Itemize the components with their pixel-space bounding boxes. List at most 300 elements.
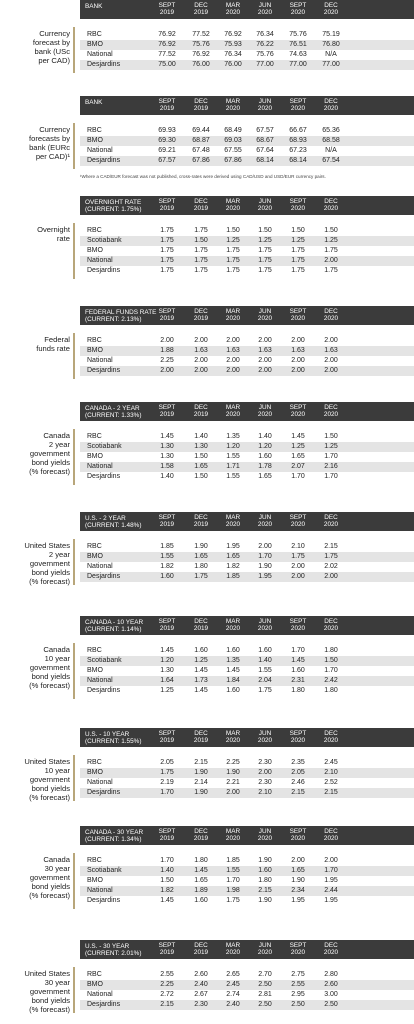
column-month: DEC <box>194 514 208 521</box>
forecast-value: 1.63 <box>291 347 305 354</box>
section-label-line: government <box>29 449 70 458</box>
column-year: 2020 <box>323 9 339 16</box>
forecast-value: 2.60 <box>194 971 208 978</box>
forecast-value: 67.23 <box>289 147 307 154</box>
section-label-line: government <box>29 663 70 672</box>
forecast-value: 2.42 <box>324 677 338 684</box>
forecast-value: 2.00 <box>258 357 272 364</box>
forecast-value: 76.92 <box>192 51 210 58</box>
table-row <box>80 266 414 276</box>
forecast-value: 2.16 <box>324 463 338 470</box>
section-label-line: 10 year <box>44 766 70 775</box>
forecast-value: 2.00 <box>258 769 272 776</box>
forecast-value: 1.30 <box>160 453 174 460</box>
column-header <box>150 942 184 956</box>
table-header <box>80 402 414 421</box>
column-header <box>184 404 218 418</box>
forecast-value: 2.55 <box>291 981 305 988</box>
column-year: 2020 <box>225 949 241 956</box>
forecast-value: 2.00 <box>324 257 338 264</box>
forecast-value: 76.80 <box>322 41 340 48</box>
forecast-value: 68.14 <box>289 157 307 164</box>
column-header <box>150 404 184 418</box>
column-header <box>150 514 184 528</box>
forecast-value: 65.36 <box>322 127 340 134</box>
bank-name: RBC <box>87 647 102 654</box>
section-divider <box>73 539 75 585</box>
column-header <box>314 828 348 842</box>
forecast-value: 2.10 <box>258 789 272 796</box>
forecast-value: 1.40 <box>160 473 174 480</box>
forecast-value: 1.35 <box>226 657 240 664</box>
forecast-value: 68.67 <box>256 137 274 144</box>
forecast-value: 1.45 <box>160 897 174 904</box>
table-row <box>80 572 414 582</box>
forecast-value: 2.21 <box>226 779 240 786</box>
bank-name: BMO <box>87 137 103 144</box>
table-row <box>80 856 414 866</box>
column-header <box>216 98 250 112</box>
forecast-value: 1.65 <box>291 453 305 460</box>
forecast-value: 1.75 <box>194 573 208 580</box>
bank-name: RBC <box>87 543 102 550</box>
forecast-value: 2.00 <box>160 367 174 374</box>
column-year: 2020 <box>225 105 241 112</box>
forecast-section <box>0 306 414 379</box>
section-label-line: 2 year <box>48 440 70 449</box>
forecast-value: 2.30 <box>258 759 272 766</box>
forecast-value: 1.45 <box>160 433 174 440</box>
bank-name: Desjardins <box>87 897 121 904</box>
forecast-value: 1.50 <box>291 227 305 234</box>
section-label-line: bank (USc <box>34 47 70 56</box>
forecast-value: 1.55 <box>226 473 240 480</box>
forecast-section <box>0 0 414 73</box>
column-month: DEC <box>324 514 338 521</box>
forecast-value: 2.04 <box>258 677 272 684</box>
forecast-value: 1.75 <box>324 267 338 274</box>
column-header <box>248 2 282 16</box>
forecast-value: 2.35 <box>291 759 305 766</box>
section-label-line: United States <box>24 757 70 766</box>
column-year: 2020 <box>257 521 273 528</box>
section-label-line: Currency <box>39 29 70 38</box>
forecast-value: 1.75 <box>324 553 338 560</box>
column-header <box>314 98 348 112</box>
column-year: 2020 <box>257 737 273 744</box>
forecast-value: 2.70 <box>258 971 272 978</box>
forecast-value: 1.58 <box>160 463 174 470</box>
forecast-value: 1.50 <box>324 657 338 664</box>
table-row <box>80 542 414 552</box>
section-label-line: bank (EURc <box>29 143 70 152</box>
table-row <box>80 778 414 788</box>
forecast-value: 1.50 <box>258 227 272 234</box>
column-year: 2019 <box>159 835 175 842</box>
table-row <box>80 146 414 156</box>
forecast-value: 2.46 <box>291 779 305 786</box>
section-divider <box>73 429 75 485</box>
column-year: 2019 <box>159 625 175 632</box>
bank-name: National <box>87 147 113 154</box>
forecast-value: 67.86 <box>192 157 210 164</box>
forecast-value: 2.00 <box>258 543 272 550</box>
column-year: 2020 <box>290 411 306 418</box>
column-month: SEPT <box>289 618 307 625</box>
column-year: 2020 <box>290 625 306 632</box>
table-row <box>80 758 414 768</box>
forecast-value: 1.75 <box>226 257 240 264</box>
column-header <box>248 404 282 418</box>
forecast-value: 1.40 <box>160 867 174 874</box>
column-header <box>184 198 218 212</box>
column-year: 2020 <box>323 205 339 212</box>
forecast-value: 67.55 <box>224 147 242 154</box>
forecast-value: 68.58 <box>322 137 340 144</box>
column-month: SEPT <box>289 2 307 9</box>
section-label-line: funds rate <box>36 344 70 353</box>
forecast-value: 69.21 <box>158 147 176 154</box>
bank-name: National <box>87 357 113 364</box>
table-row <box>80 226 414 236</box>
forecast-value: 1.50 <box>324 433 338 440</box>
table-row <box>80 562 414 572</box>
table-title-line: OVERNIGHT RATE <box>85 199 142 206</box>
forecast-value: 69.03 <box>224 137 242 144</box>
column-header <box>314 618 348 632</box>
forecast-value: 1.40 <box>194 433 208 440</box>
column-year: 2019 <box>193 521 209 528</box>
forecast-value: 1.25 <box>194 657 208 664</box>
forecast-value: 1.50 <box>324 227 338 234</box>
column-year: 2020 <box>323 521 339 528</box>
column-month: SEPT <box>289 730 307 737</box>
table-title <box>85 943 141 957</box>
bank-name: Desjardins <box>87 367 121 374</box>
forecast-value: 2.45 <box>324 759 338 766</box>
forecast-value: 2.00 <box>291 857 305 864</box>
column-year: 2020 <box>323 835 339 842</box>
column-year: 2020 <box>290 205 306 212</box>
bank-name: National <box>87 779 113 786</box>
column-header <box>216 618 250 632</box>
column-month: DEC <box>194 308 208 315</box>
forecast-value: 2.00 <box>291 357 305 364</box>
forecast-section <box>0 196 414 279</box>
forecast-value: 1.50 <box>226 227 240 234</box>
forecast-section <box>0 96 414 169</box>
forecast-value: 1.90 <box>258 563 272 570</box>
table-body <box>80 646 414 696</box>
column-year: 2019 <box>193 737 209 744</box>
section-label <box>0 225 70 243</box>
forecast-value: 1.65 <box>291 867 305 874</box>
forecast-value: 2.60 <box>324 981 338 988</box>
forecast-value: 2.15 <box>324 789 338 796</box>
column-month: SEPT <box>158 730 176 737</box>
table-row <box>80 40 414 50</box>
forecast-value: 1.75 <box>291 267 305 274</box>
table-title-line: U.S. - 30 YEAR <box>85 943 130 950</box>
bank-name: National <box>87 563 113 570</box>
column-month: DEC <box>194 2 208 9</box>
table-row <box>80 346 414 356</box>
bank-name: RBC <box>87 759 102 766</box>
forecast-value: 2.75 <box>291 971 305 978</box>
column-month: DEC <box>194 942 208 949</box>
forecast-value: 1.40 <box>258 433 272 440</box>
column-header <box>248 514 282 528</box>
section-label-line: forecasts by <box>29 134 70 143</box>
bank-name: BMO <box>87 981 103 988</box>
column-header <box>184 828 218 842</box>
table-title-line: FEDERAL FUNDS RATE <box>85 309 157 316</box>
column-month: JUN <box>258 404 272 411</box>
table-title-line: (CURRENT: 2.13%) <box>85 316 142 323</box>
column-year: 2019 <box>193 205 209 212</box>
column-year: 2019 <box>159 205 175 212</box>
section-label-line: (% forecast) <box>29 793 70 802</box>
column-year: 2020 <box>257 105 273 112</box>
forecast-value: 68.87 <box>192 137 210 144</box>
forecast-value: 75.00 <box>158 61 176 68</box>
forecast-section <box>0 402 414 485</box>
forecast-value: 1.75 <box>291 257 305 264</box>
forecast-value: 1.75 <box>258 687 272 694</box>
table-row <box>80 60 414 70</box>
forecast-value: 1.60 <box>194 647 208 654</box>
column-month: SEPT <box>158 98 176 105</box>
table-title-line: (CURRENT: 1.33%) <box>85 412 142 419</box>
column-year: 2020 <box>290 949 306 956</box>
column-header <box>248 618 282 632</box>
column-header <box>150 98 184 112</box>
column-header <box>150 618 184 632</box>
forecast-value: 2.31 <box>291 677 305 684</box>
column-year: 2019 <box>159 105 175 112</box>
forecast-value: 2.00 <box>258 337 272 344</box>
table-row <box>80 462 414 472</box>
forecast-value: 2.55 <box>160 971 174 978</box>
column-year: 2020 <box>257 315 273 322</box>
forecast-value: 2.45 <box>226 981 240 988</box>
forecast-value: 1.80 <box>324 647 338 654</box>
column-header <box>150 828 184 842</box>
column-year: 2020 <box>290 737 306 744</box>
column-header <box>281 942 315 956</box>
table-row <box>80 246 414 256</box>
forecast-value: 1.75 <box>194 267 208 274</box>
forecast-value: 3.00 <box>324 991 338 998</box>
column-header <box>248 730 282 744</box>
bank-name: RBC <box>87 31 102 38</box>
section-label-line: government <box>29 559 70 568</box>
table-row <box>80 366 414 376</box>
forecast-value: 1.50 <box>194 237 208 244</box>
column-header <box>281 404 315 418</box>
forecast-value: 1.75 <box>258 247 272 254</box>
forecast-value: 69.93 <box>158 127 176 134</box>
forecast-value: 1.70 <box>324 473 338 480</box>
forecast-value: 1.71 <box>226 463 240 470</box>
table-row <box>80 656 414 666</box>
column-header <box>314 308 348 322</box>
column-year: 2019 <box>193 411 209 418</box>
column-header <box>216 198 250 212</box>
forecast-value: 1.65 <box>194 463 208 470</box>
forecast-value: 1.75 <box>226 267 240 274</box>
forecast-value: 2.25 <box>160 357 174 364</box>
table-title <box>85 3 102 10</box>
column-year: 2019 <box>193 105 209 112</box>
forecast-value: 76.22 <box>256 41 274 48</box>
column-month: MAR <box>225 618 241 625</box>
forecast-section <box>0 826 414 909</box>
section-divider <box>73 333 75 379</box>
forecast-value: 1.88 <box>160 347 174 354</box>
table-row <box>80 990 414 1000</box>
forecast-value: 67.48 <box>192 147 210 154</box>
column-month: JUN <box>258 98 272 105</box>
forecast-section <box>0 616 414 699</box>
table-row <box>80 876 414 886</box>
forecast-value: 1.30 <box>160 667 174 674</box>
section-label <box>0 645 70 690</box>
forecast-value: 1.75 <box>226 897 240 904</box>
forecast-value: 1.63 <box>324 347 338 354</box>
forecast-value: 1.60 <box>258 867 272 874</box>
forecast-value: 2.50 <box>258 981 272 988</box>
forecast-value: 1.70 <box>160 789 174 796</box>
table-title-line: BANK <box>85 99 103 106</box>
bank-name: RBC <box>87 127 102 134</box>
table-title <box>85 199 141 213</box>
table-header <box>80 512 414 531</box>
forecast-value: 1.55 <box>258 667 272 674</box>
table-title-line: (CURRENT: 1.75%) <box>85 206 142 213</box>
column-header <box>150 2 184 16</box>
table-body <box>80 432 414 482</box>
table-title <box>85 515 141 529</box>
column-year: 2020 <box>225 205 241 212</box>
table-body <box>80 970 414 1010</box>
column-month: SEPT <box>289 942 307 949</box>
column-year: 2019 <box>159 9 175 16</box>
forecast-value: 1.63 <box>226 347 240 354</box>
column-month: DEC <box>324 730 338 737</box>
table-row <box>80 768 414 778</box>
column-month: SEPT <box>289 404 307 411</box>
forecast-value: 67.57 <box>158 157 176 164</box>
forecast-value: 2.72 <box>160 991 174 998</box>
forecast-value: 2.00 <box>194 357 208 364</box>
column-year: 2020 <box>290 835 306 842</box>
column-header <box>314 2 348 16</box>
column-header <box>150 730 184 744</box>
forecast-value: 2.00 <box>291 337 305 344</box>
forecast-value: 2.15 <box>194 759 208 766</box>
column-header <box>150 308 184 322</box>
section-label-line: 30 year <box>44 864 70 873</box>
forecast-value: 2.00 <box>194 337 208 344</box>
bank-name: Desjardins <box>87 157 121 164</box>
table-title-line: U.S. - 10 YEAR <box>85 731 130 738</box>
section-label-line: (% forecast) <box>29 467 70 476</box>
column-header <box>248 942 282 956</box>
forecast-value: 2.81 <box>258 991 272 998</box>
bank-name: Desjardins <box>87 687 121 694</box>
column-header <box>314 404 348 418</box>
column-year: 2020 <box>290 9 306 16</box>
bank-name: National <box>87 677 113 684</box>
forecast-value: 1.75 <box>291 247 305 254</box>
forecast-value: 2.00 <box>291 563 305 570</box>
section-divider <box>73 755 75 801</box>
forecast-value: 69.44 <box>192 127 210 134</box>
column-year: 2020 <box>225 315 241 322</box>
column-year: 2019 <box>193 625 209 632</box>
column-header <box>281 828 315 842</box>
forecast-value: 1.75 <box>160 769 174 776</box>
column-month: DEC <box>324 308 338 315</box>
forecast-value: 1.35 <box>226 433 240 440</box>
table-body <box>80 126 414 166</box>
forecast-value: 1.25 <box>291 443 305 450</box>
forecast-value: 77.00 <box>256 61 274 68</box>
column-year: 2020 <box>323 411 339 418</box>
footnote: ¹Where a CAD/EUR forecast was not published, cross-rates were derived using CAD/USD and USD/EUR currency pairs. <box>80 174 326 179</box>
column-month: SEPT <box>158 404 176 411</box>
forecast-value: 68.93 <box>289 137 307 144</box>
column-month: DEC <box>194 828 208 835</box>
table-title-line: CANADA - 30 YEAR <box>85 829 144 836</box>
forecast-value: 1.75 <box>160 247 174 254</box>
table-row <box>80 646 414 656</box>
forecast-value: 1.75 <box>324 247 338 254</box>
bank-name: RBC <box>87 433 102 440</box>
column-header <box>216 308 250 322</box>
bank-name: BMO <box>87 553 103 560</box>
section-label <box>0 969 70 1014</box>
column-year: 2019 <box>159 411 175 418</box>
forecast-value: 1.60 <box>291 667 305 674</box>
bank-name: Desjardins <box>87 789 121 796</box>
forecast-value: 1.70 <box>324 667 338 674</box>
forecast-value: 1.55 <box>226 453 240 460</box>
section-label <box>0 125 70 161</box>
forecast-value: 2.00 <box>258 367 272 374</box>
column-year: 2020 <box>323 315 339 322</box>
bank-name: BMO <box>87 41 103 48</box>
table-title <box>85 829 143 843</box>
forecast-section <box>0 512 414 585</box>
table-row <box>80 896 414 906</box>
forecast-value: 1.84 <box>226 677 240 684</box>
forecast-value: 1.90 <box>194 769 208 776</box>
bank-name: National <box>87 991 113 998</box>
column-header <box>281 98 315 112</box>
forecast-value: 2.07 <box>291 463 305 470</box>
forecast-value: 75.76 <box>289 31 307 38</box>
forecast-value: 1.20 <box>226 443 240 450</box>
forecast-value: 1.25 <box>258 237 272 244</box>
forecast-value: 68.14 <box>256 157 274 164</box>
forecast-value: 2.00 <box>160 337 174 344</box>
table-row <box>80 356 414 366</box>
column-month: JUN <box>258 2 272 9</box>
forecast-value: 1.64 <box>160 677 174 684</box>
bank-name: Desjardins <box>87 61 121 68</box>
